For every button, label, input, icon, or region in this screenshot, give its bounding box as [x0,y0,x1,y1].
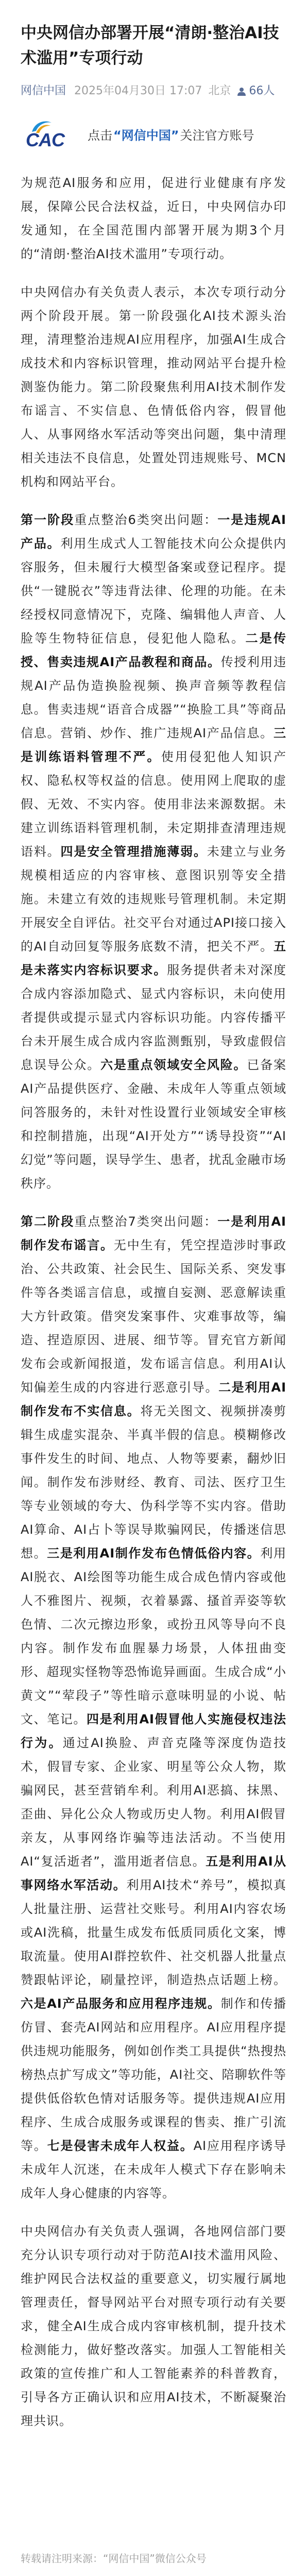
text-segment: 服务提供者未对深度合成内容添加隐式、显式内容标识，未向使用者提供或提示显式内容标识功能。内容传播平台未开展生成合成内容监测甄别，导致虚假信息误导公众。 [21,963,287,1072]
text-segment: 无中生有，凭空捏造涉时事政治、公共政策、社会民生、国际关系、突发事件等各类谣言信息，或擅自妄测、恶意解读重大方针政策。借突发案事件、灾难事故等，编造、捏造原因、进展、细节等。冒充官方新闻发布会或新闻报道，发布谣言信息。利用AI认知偏差生成的内容进行恶意引导。 [21,1238,287,1395]
bold-text-segment: 四是安全管理措施薄弱。 [60,844,207,859]
bold-text-segment: 六是AI产品服务和应用程序违规。 [21,1996,221,2011]
article-paragraph [21,1210,286,2205]
text-segment: 传授利用违规AI产品伪造换脸视频、换声音频等教程信息。售卖违规“语音合成器”“换脸工具”等商品信息。营销、炒作、推广违规AI产品信息。 [21,655,286,740]
text-segment: 未建立与业务规模相适应的内容审核、意图识别等安全措施。未建立有效的违规账号管理机制。未定期开展安全自评估。社交平台对通过API接口接入的AI自动回复等服务底数不清，把关不严。 [21,844,287,954]
text-segment: 使用侵犯他人知识产权、隐私权等权益的信息。使用网上爬取的虚假、无效、不实内容。使用非法来源数据。未建立训练语料管理机制，未定期排查清理违规语料。 [21,750,287,859]
article-body [21,171,286,2433]
article-paragraph [21,508,286,1195]
publish-location: 北京 [208,84,231,97]
bold-text-segment: 一是利用AI制作发布谣言。 [21,1214,286,1252]
read-count [237,83,275,99]
repost-notice: 转载请注明来源：“网信中国”微信公众号 [21,2552,207,2565]
bold-text-segment: 二是传授、售卖违规AI产品教程和商品。 [21,631,287,669]
bold-text-segment: 三是利用AI制作发布色情低俗内容。 [47,1546,261,1561]
article-title: 中央网信办部署开展“清朗·整治AI技术滥用”专项行动 [21,24,279,67]
text-segment: 重点整治6类突出问题： [74,513,218,527]
text-segment: AI应用程序诱导未成年人沉迷，在未成年人模式下存在影响未成年人身心健康的内容等。 [21,2139,287,2200]
text-segment: 中央网信办有关负责人表示，本次专项行动分两个阶段开展。第一阶段强化AI技术源头治理，清理整治违规AI应用程序，加强AI生成合成技术和内容标识管理，推动网站平台提升检测鉴伪能力。第二阶段聚焦利用AI技术制作发布谣言、不实信息、色情低俗内容，假冒他人、从事网络水军活动等突出问题，集中清理相关违法不良信息，处置处罚违规账号、MCN机构和网站平台。 [21,285,286,489]
cac-logo [26,118,75,149]
bold-text-segment: 三是训练语料管理不严。 [21,726,286,764]
bold-text-segment: 五是未落实内容标识要求。 [21,939,286,977]
bold-text-segment: 第二阶段 [21,1214,75,1229]
bold-text-segment: 六是重点领域安全风险。 [100,1058,247,1072]
text-segment: 利用生成式人工智能技术向公众提供内容服务，但未履行大模型备案或登记程序。提供“一键脱衣”等违背法律、伦理的功能。在未经授权同意情况下，克隆、编辑他人声音、人脸等生物特征信息，侵犯他人隐私。 [21,536,287,646]
bold-text-segment: 七是侵害未成年人权益。 [47,2139,194,2153]
follow-banner[interactable] [26,112,286,156]
text-segment: 中央网信办有关负责人强调，各地网信部门要充分认识专项行动对于防范AI技术滥用风险、维护网民合法权益的重要意义，切实履行属地管理责任，督导网站平台对照专项行动有关要求，健全AI生成合成内容审核机制，提升技术检测能力，做好整改落实。加强人工智能相关政策的宣传推广和人工智能素养的科普教育，引导各方正确认识和应用AI技术，不断凝聚治理共识。 [21,2224,286,2428]
publish-date: 2025年04月30日 17:07 [74,84,202,97]
banner-text-after: 关注官方账号 [180,128,254,143]
account-name-link[interactable]: 网信中国 [21,84,66,97]
user-icon [237,87,246,96]
article-meta [21,83,286,99]
bold-text-segment: 一是违规AI产品。 [21,513,286,551]
article-paragraph [21,171,286,266]
text-segment: 为规范AI服务和应用，促进行业健康有序发展，保障公民合法权益，近日，中央网信办印发通知，在全国范围内部署开展为期3个月的“清朗·整治AI技术滥用”专项行动。 [21,176,286,261]
article-paragraph [21,280,286,494]
banner-account-highlight[interactable]: “网信中国” [113,128,179,143]
text-segment: 利用AI技术“养号”，模拟真人批量注册、运营社交账号。利用AI内容农场或AI洗稿，批量生成发布低质同质化文案，博取流量。使用AI群控软件、社交机器人批量点赞跟帖评论，刷量控评，制造热点话题上榜。 [21,1878,286,1987]
text-segment: 重点整治7类突出问题： [74,1214,218,1229]
bold-text-segment: 四是利用AI假冒他人实施侵权违法行为。 [21,1712,286,1750]
text-segment: 利用AI脱衣、AI绘图等功能生成合成色情内容或他人不雅图片、视频，衣着暴露、搔首弄姿等软色情、二次元擦边形象，或扮丑风等导向不良内容。制作发布血腥暴力场景，人体扭曲变形、超现实怪物等恐怖诡异画面。生成合成“小黄文”“荤段子”等性暗示意味明显的小说、帖文、笔记。 [21,1546,287,1726]
text-segment: 已备案AI产品提供医疗、金融、未成年人等重点领域问答服务的，未针对性设置行业领域安全审核和控制措施，出现“AI开处方”“诱导投资”“AI幻觉”等问题，误导学生、患者，扰乱金融市场秩序。 [21,1058,287,1191]
bold-text-segment: 第一阶段 [21,513,75,527]
read-count-value: 66人 [249,84,275,97]
bold-text-segment: 五是利用AI从事网络水军活动。 [21,1854,286,1892]
bold-text-segment: 二是利用AI制作发布不实信息。 [21,1380,286,1418]
text-segment: 通过AI换脸、声音克隆等深度伪造技术，假冒专家、企业家、明星等公众人物，欺骗网民，甚至营销牟利。利用AI恶搞、抹黑、歪曲、异化公众人物或历史人物。利用AI假冒亲友，从事网络诈骗等违法活动。不当使用AI“复活逝者”，滥用逝者信息。 [21,1736,286,1869]
text-segment: 制作和传播仿冒、套壳AI网站和应用程序。AI应用程序提供违规功能服务，例如创作类工具提供“热搜热榜热点扩写成文”等功能，AI社交、陪聊软件等提供低俗软色情对话服务等。提供违规AI应用程序、生成合成服务或课程的售卖、推广引流等。 [21,1996,286,2153]
logo-text: CAC [26,129,64,150]
banner-text-before: 点击 [88,128,112,143]
article-paragraph [21,2219,286,2433]
text-segment: 将无关图文、视频拼凑剪辑生成虚实混杂、半真半假的信息。模糊修改事件发生的时间、地点、人物等要素，翻炒旧闻。制作发布涉财经、教育、司法、医疗卫生等专业领域的夸大、伪科学等不实内容。借助AI算命、AI占卜等误导欺骗网民，传播迷信思想。 [21,1404,287,1561]
